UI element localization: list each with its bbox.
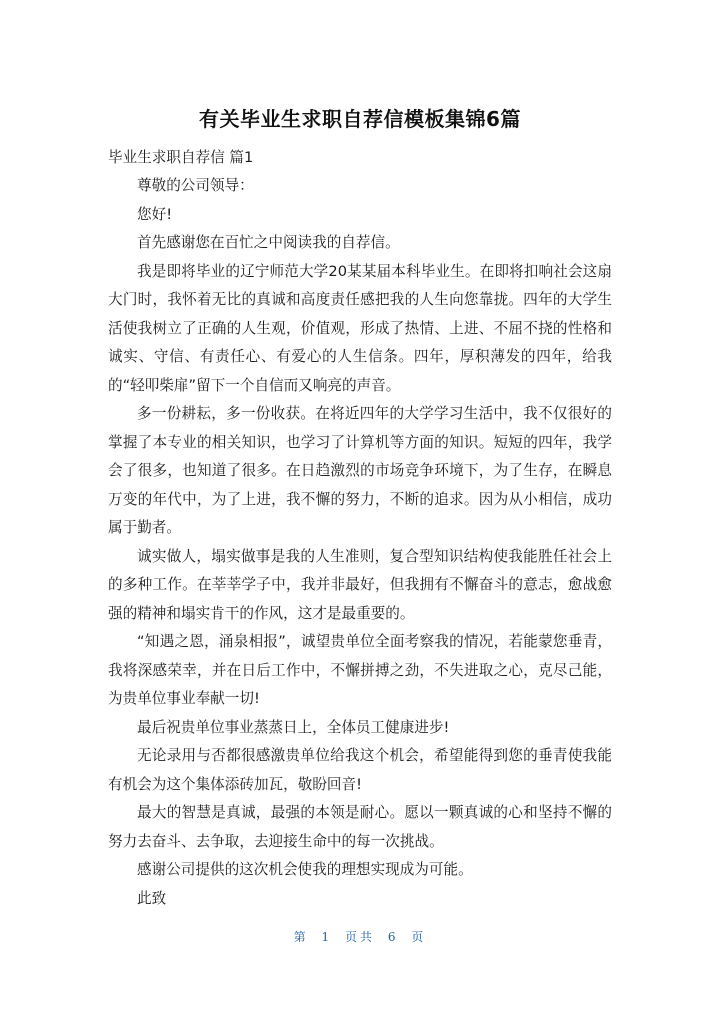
closing-phrase: 此致	[137, 889, 167, 907]
paragraph-character: 诚实做人，塌实做事是我的人生准则，复合型知识结构使我能胜任社会上的多种工作。在莘莘学子中，我并非最好，但我拥有不懈奋斗的意志，愈战愈强的精神和塌实肯干的作风，这才是最重要的。	[108, 547, 612, 622]
footer-prefix: 第	[293, 930, 309, 944]
footer-total-pages: 6	[387, 930, 399, 944]
section-heading: 毕业生求职自荐信 篇1	[108, 149, 254, 166]
paragraph-request: “知遇之恩，涌泉相报”，诚望贵单位全面考察我的情况，若能蒙您垂青，我将深感荣幸，并在日后工作中，不懈拼搏之劲，不失进取之心，克尽己能，为贵单位事业奉献一切!	[108, 633, 612, 707]
paragraph-introduction: 我是即将毕业的辽宁师范大学20某某届本科毕业生。在即将扣响社会这扇大门时，我怀着无比的真诚和高度责任感把我的人生向您靠拢。四年的大学生活使我树立了正确的人生观，价值观，形成了热情、上进、不屈不挠的性格和诚实、守信、有责任心、有爱心的人生信条。四年，厚积薄发的四年，给我的“轻叩柴扉”留下一个自信而又响亮的声音。	[108, 262, 612, 394]
paragraph-wishes: 最后祝贵单位事业蒸蒸日上，全体员工健康进步!	[137, 718, 450, 736]
paragraph-study: 多一份耕耘，多一份收获。在将近四年的大学学习生活中，我不仅很好的掌握了本专业的相关知识，也学习了计算机等方面的知识。短短的四年，我学会了很多，也知道了很多。在日趋激烈的市场竞争环境下，为了生存，在瞬息万变的年代中，为了上进，我不懈的努力，不断的追求。因为从小相信，成功属于勤者。	[108, 405, 612, 536]
salutation: 尊敬的公司领导：	[137, 177, 254, 194]
paragraph-gratitude: 无论录用与否都很感激贵单位给我这个机会，希望能得到您的垂青使我能有机会为这个集体添砖加瓦，敬盼回音!	[108, 747, 612, 793]
footer-mid: 页共	[344, 930, 375, 944]
page-footer	[0, 928, 720, 945]
document-title: 有关毕业生求职自荐信模板集锦6篇	[199, 107, 521, 131]
paragraph-thanks: 首先感谢您在百忙之中阅读我的自荐信。	[137, 234, 400, 251]
document-body	[108, 144, 612, 913]
greeting: 您好!	[137, 205, 173, 223]
paragraph-wisdom: 最大的智慧是真诚，最强的本领是耐心。愿以一颗真诚的心和坚持不懈的努力去奋斗、去争取，去迎接生命中的每一次挑战。	[108, 804, 612, 850]
paragraph-closing-thanks: 感谢公司提供的这次机会使我的理想实现成为可能。	[137, 861, 473, 878]
footer-suffix: 页	[411, 930, 427, 944]
footer-current-page: 1	[321, 930, 333, 944]
